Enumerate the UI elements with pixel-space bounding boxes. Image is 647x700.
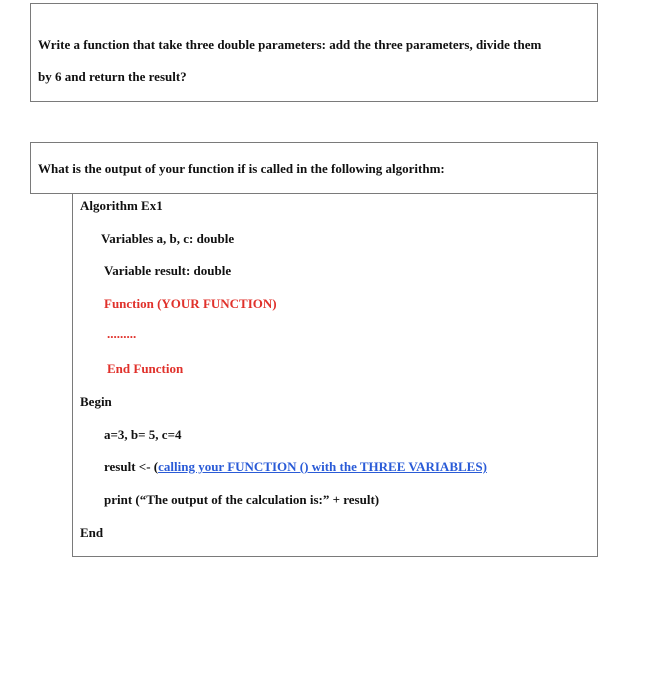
end-keyword: End bbox=[80, 525, 104, 540]
function-end: End Function bbox=[107, 361, 184, 376]
print-statement: print (“The output of the calculation is:” + result) bbox=[104, 492, 380, 507]
algorithm-title: Algorithm Ex1 bbox=[80, 198, 163, 213]
question-line-1: Write a function that take three double parameters: add the three parameters, divide them bbox=[38, 37, 542, 52]
result-variable-declaration: Variable result: double bbox=[104, 263, 232, 278]
result-statement bbox=[104, 459, 487, 475]
function-start: Function (YOUR FUNCTION) bbox=[104, 296, 277, 311]
assignment-statement: a=3, b= 5, c=4 bbox=[104, 427, 182, 442]
result-prefix: result <- ( bbox=[104, 459, 159, 474]
function-body-dots: ......... bbox=[107, 326, 137, 341]
calling-function-link[interactable]: calling your FUNCTION () with the THREE VARIABLES) bbox=[158, 459, 487, 474]
question-line-2: by 6 and return the result? bbox=[38, 69, 187, 84]
variables-declaration: Variables a, b, c: double bbox=[101, 231, 235, 246]
begin-keyword: Begin bbox=[80, 394, 112, 409]
output-question-text: What is the output of your function if is called in the following algorithm: bbox=[38, 161, 445, 176]
